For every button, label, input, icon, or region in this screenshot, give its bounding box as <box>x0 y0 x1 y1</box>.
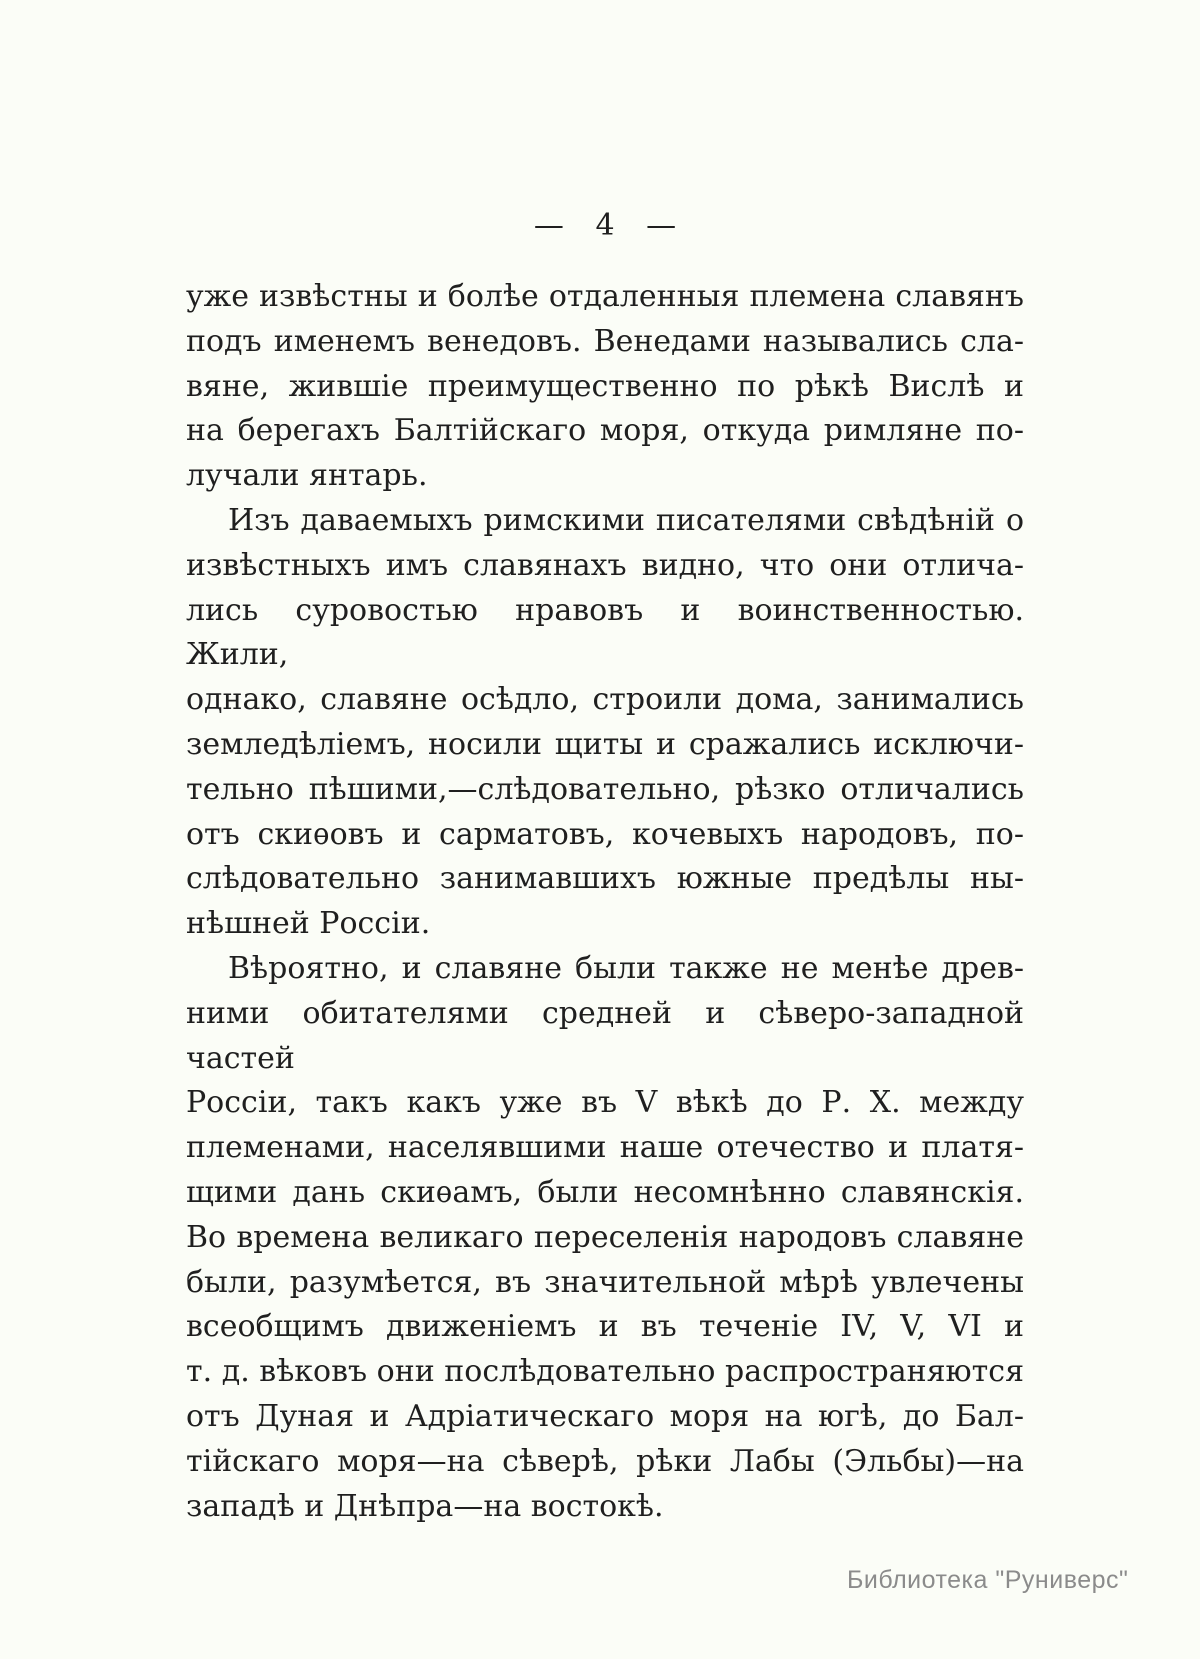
text-line: земледѣліемъ, носили щиты и сражались исключи- <box>186 726 1024 762</box>
text-line: нѣшней Россіи. <box>186 906 431 942</box>
text-line: слѣдовательно занимавшихъ южные предѣлы ны- <box>186 861 1024 897</box>
text-line: западѣ и Днѣпра—на востокѣ. <box>186 1488 664 1524</box>
text-line: ними обитателями средней и сѣверо-западной частей <box>186 995 1024 1076</box>
text-line: племенами, населявшими наше отечество и платя- <box>186 1130 1024 1166</box>
text-line: извѣстныхъ имъ славянахъ видно, что они отлича- <box>186 547 1024 583</box>
text-line: Во времена великаго переселенія народовъ славяне <box>186 1219 1024 1255</box>
text-line: тельно пѣшими,—слѣдовательно, рѣзко отличались <box>186 771 1024 807</box>
text-line: вяне, жившіе преимущественно по рѣкѣ Вислѣ и <box>186 368 1024 404</box>
text-line: Вѣроятно, и славяне были также не менѣе древ- <box>228 950 1024 986</box>
text-line: лучали янтарь. <box>186 458 428 494</box>
watermark: Библиотека "Руниверс" <box>847 1566 1129 1594</box>
text-line: т. д. вѣковъ они послѣдовательно распространяются <box>186 1354 1024 1390</box>
text-line: отъ Дуная и Адріатическаго моря на югѣ, до Бал- <box>186 1398 1024 1434</box>
text-line: однако, славяне осѣдло, строили дома, занимались <box>186 682 1024 718</box>
text-line: уже извѣстны и болѣе отдаленныя племена славянъ <box>186 279 1024 314</box>
text-line: на берегахъ Балтійскаго моря, откуда римляне по- <box>186 413 1024 449</box>
text-line: лись суровостью нравовъ и воинственностью. Жили, <box>186 592 1024 673</box>
text-line: Изъ даваемыхъ римскими писателями свѣдѣній о <box>228 502 1024 538</box>
text-line: подъ именемъ венедовъ. Венедами назывались сла- <box>186 323 1024 359</box>
text-line: Россіи, такъ какъ уже въ V вѣкѣ до Р. Х. между <box>186 1085 1024 1121</box>
text-line: всеобщимъ движеніемъ и въ теченіе IV, V, VI и <box>186 1309 1024 1345</box>
paragraph <box>186 499 1024 947</box>
text-line: отъ скиѳовъ и сарматовъ, кочевыхъ народовъ, по- <box>186 816 1024 852</box>
text-line: были, разумѣется, въ значительной мѣрѣ увлечены <box>186 1264 1024 1300</box>
paragraph <box>186 275 1024 499</box>
page-number: — 4 — <box>533 208 677 243</box>
page-text <box>186 275 1024 1529</box>
text-line: тійскаго моря—на сѣверѣ, рѣки Лабы (Эльбы)—на <box>186 1443 1024 1479</box>
text-line: щими дань скиѳамъ, были несомнѣнно славянскія. <box>186 1174 1024 1210</box>
paragraph <box>186 947 1024 1529</box>
